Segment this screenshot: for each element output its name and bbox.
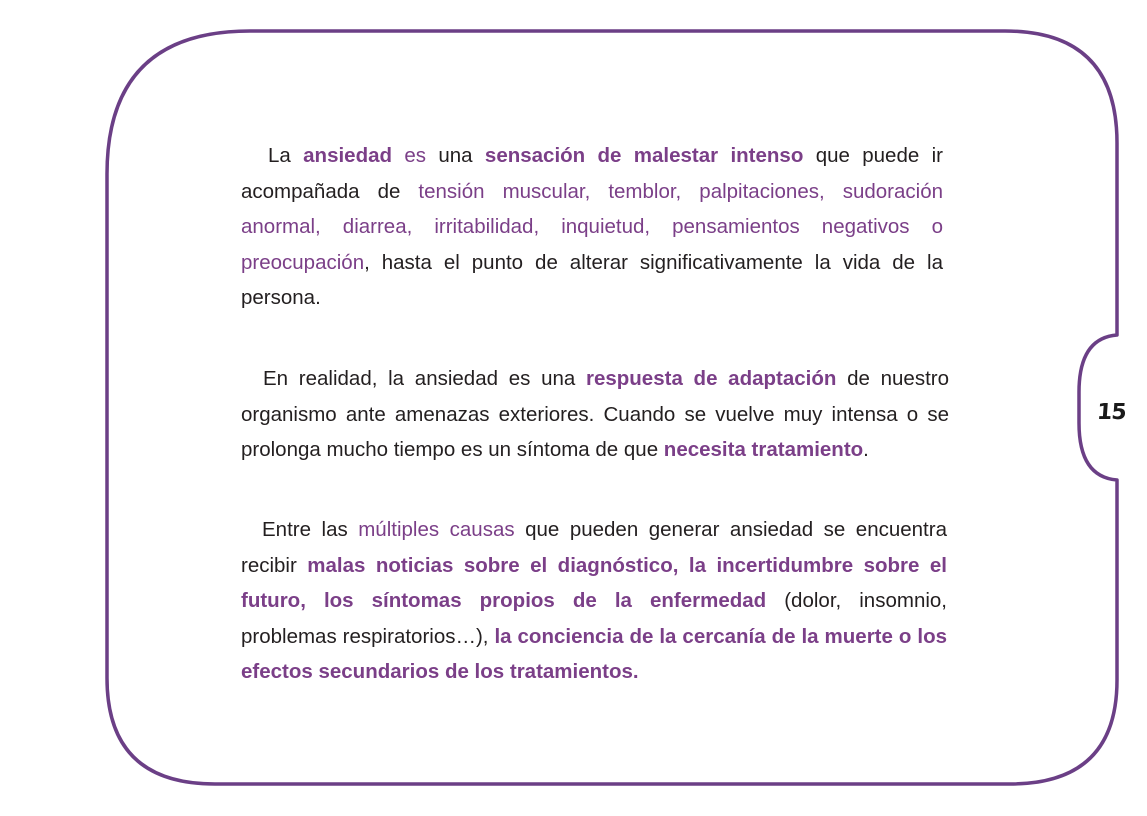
text-segment: que pueden generar ansiedad se encuentra recibir — [241, 518, 947, 577]
text-segment: En realidad, la ansiedad es una — [263, 367, 586, 390]
highlight-ansiedad: ansiedad — [303, 144, 393, 167]
highlight-necesita-tratamiento: necesita tratamiento — [663, 438, 864, 461]
highlight-death-treatment: la conciencia de la cercanía de la muerte o los efectos secundarios de los tratamientos. — [241, 624, 947, 683]
text-segment: La — [268, 144, 304, 167]
paragraph-adaptation-response — [241, 361, 949, 468]
text-segment: , hasta el punto de alterar significativamente la vida de la persona. — [241, 250, 943, 309]
paragraph-causes — [241, 512, 947, 690]
page-number: 15 — [1096, 400, 1127, 425]
paragraph-anxiety-definition — [241, 138, 943, 316]
text-segment: que puede ir acompañada de — [241, 144, 943, 203]
text-segment: Entre las — [262, 518, 359, 541]
highlight-malestar: sensación de malestar intenso — [484, 144, 804, 167]
highlight-causes-list: malas noticias sobre el diagnóstico, la incertidumbre sobre el futuro, los síntomas propios de la enfermedad — [241, 553, 947, 612]
highlight-es: es — [392, 144, 427, 167]
text-segment: de nuestro organismo ante amenazas exteriores. Cuando se vuelve muy intensa o se prolonga mucho tiempo es un síntoma de que — [241, 367, 950, 461]
highlight-respuesta-adaptacion: respuesta de adaptación — [585, 367, 837, 390]
text-segment: una — [426, 144, 485, 167]
text-segment: . — [863, 438, 869, 461]
text-segment: (dolor, insomnio, problemas respiratorios…), — [241, 589, 947, 648]
highlight-symptoms-list: tensión muscular, temblor, palpitaciones, sudoración anormal, diarrea, irritabilidad, inquietud, pensamientos negativos o preocupación — [241, 179, 943, 274]
highlight-multiples-causas: múltiples causas — [358, 518, 515, 541]
